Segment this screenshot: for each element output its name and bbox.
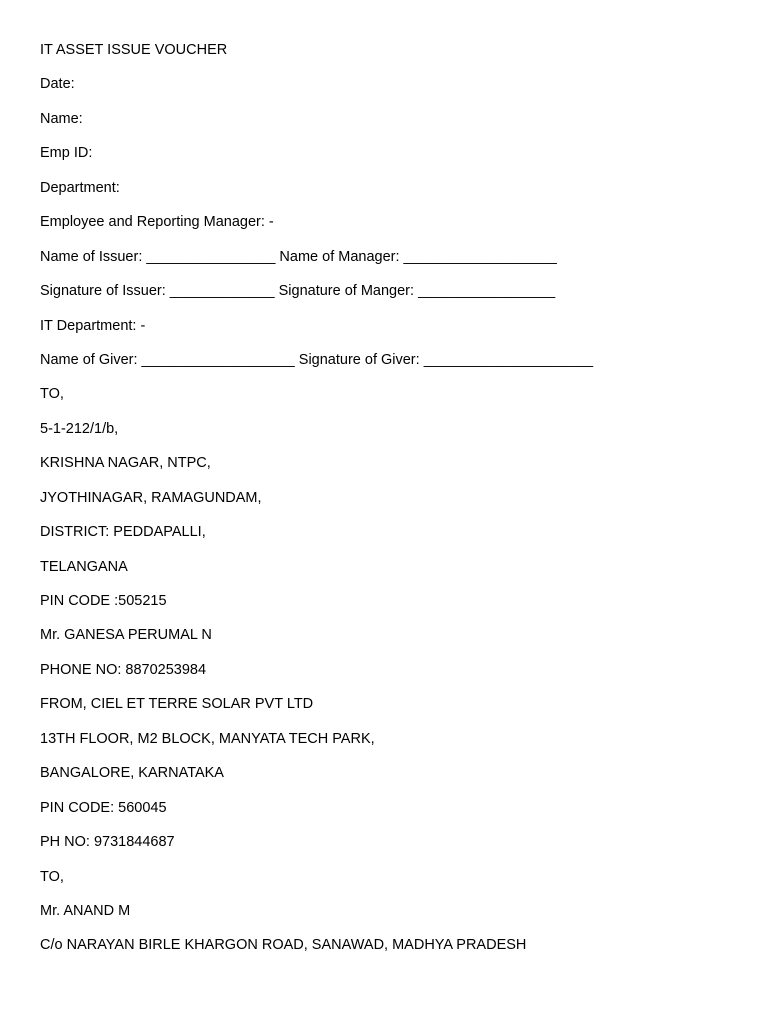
to-address-1-line: TELANGANA (40, 558, 128, 575)
to-address-1-line: JYOTHINAGAR, RAMAGUNDAM, (40, 489, 262, 506)
from-address-line: PIN CODE: 560045 (40, 799, 167, 816)
to-address-1-line: DISTRICT: PEDDAPALLI, (40, 524, 206, 541)
document-body (40, 40, 740, 970)
from-address-line: 13TH FLOOR, M2 BLOCK, MANYATA TECH PARK, (40, 730, 375, 747)
date-field: Date: (40, 76, 75, 93)
to-address-1-line: Mr. GANESA PERUMAL N (40, 627, 212, 644)
from-address-line: PH NO: 9731844687 (40, 834, 175, 851)
name-field: Name: (40, 110, 83, 127)
to-label-2: TO, (40, 868, 64, 885)
to-address-2-line: Mr. ANAND M (40, 902, 131, 919)
giver-line: Name of Giver: ___________________ Signature of Giver: _____________________ (40, 351, 594, 368)
document-title: IT ASSET ISSUE VOUCHER (40, 42, 228, 58)
employee-section-heading: Employee and Reporting Manager: - (40, 214, 274, 231)
to-address-1-line: PIN CODE :505215 (40, 593, 167, 609)
issuer-manager-signatures-line: Signature of Issuer: _____________ Signature of Manger: _________________ (40, 283, 556, 300)
to-label-1: TO, (40, 386, 64, 403)
department-field: Department: (40, 179, 120, 196)
from-address-line: BANGALORE, KARNATAKA (40, 765, 224, 782)
issuer-manager-names-line: Name of Issuer: ________________ Name of Manager: ___________________ (40, 248, 557, 265)
from-address-line: FROM, CIEL ET TERRE SOLAR PVT LTD (40, 696, 314, 713)
emp-id-field: Emp ID: (40, 145, 93, 162)
to-address-2-line: C/o NARAYAN BIRLE KHARGON ROAD, SANAWAD, MADHYA PRADESH (40, 937, 527, 954)
to-address-1-line: PHONE NO: 8870253984 (40, 661, 207, 678)
to-address-1-line: KRISHNA NAGAR, NTPC, (40, 455, 211, 472)
to-address-1-line: 5-1-212/1/b, (40, 420, 119, 437)
it-section-heading: IT Department: - (40, 317, 146, 334)
